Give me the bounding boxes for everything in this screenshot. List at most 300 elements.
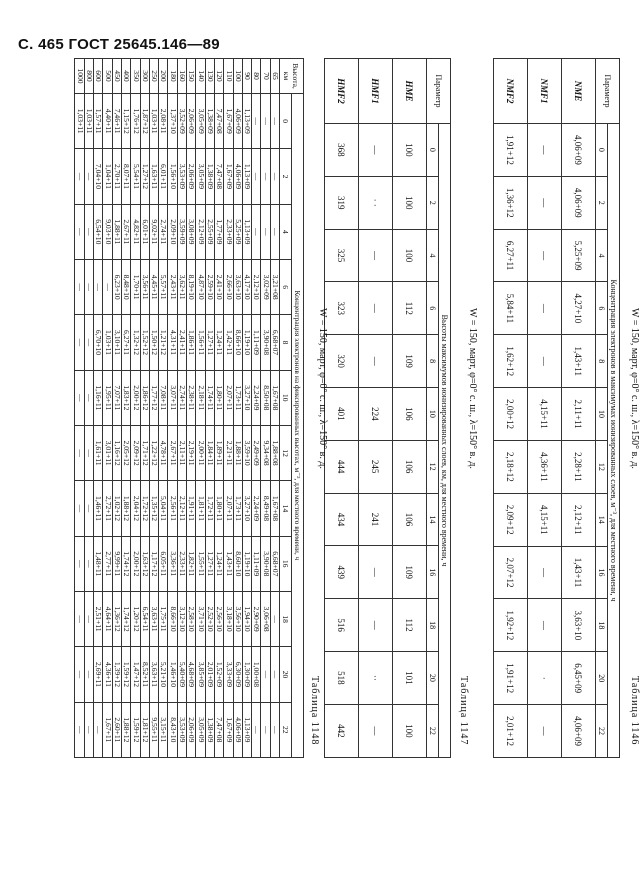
table-cell: 1,71+12 — [140, 425, 149, 480]
table-cell: 2,09+12 — [494, 493, 528, 546]
table-cell: 1,02+12 — [112, 481, 121, 536]
table-cell: 1,84+11 — [205, 425, 214, 480]
table-row — [270, 59, 279, 758]
height-cell: 500 — [103, 59, 112, 94]
table-cell: 3,06+08 — [261, 591, 270, 646]
table-cell: — — [359, 282, 393, 335]
table-cell: — — [252, 702, 261, 757]
table-cell: 5,25+09 — [562, 229, 596, 282]
height-cell: 160 — [177, 59, 186, 94]
table-cell: 1,55+11 — [196, 536, 205, 591]
height-cell: 800 — [84, 59, 93, 94]
table-cell: — — [84, 315, 93, 370]
group-header: Концентрация электронов на фиксированных высотах, м⁻³, для местного времени, ч — [292, 94, 304, 758]
table-cell: 1,24+11 — [214, 315, 223, 370]
table-cell: 1,59+12 — [131, 702, 140, 757]
table-cell: 1,30+09 — [242, 647, 251, 702]
table-cell: 4,82+11 — [131, 204, 140, 259]
table-cell: 1,16+11 — [94, 370, 103, 425]
table-cell: 3,05+09 — [196, 702, 205, 757]
table-cell: 1,43+11 — [562, 335, 596, 388]
table-cell: 2,33+11 — [177, 536, 186, 591]
table-cell: 8,07+11 — [121, 149, 130, 204]
table-condition-1148: W = 150, март, φ=0° с. ш., λ=150° в. д. — [317, 308, 328, 469]
table-cell: 245 — [359, 440, 393, 493]
table-cell: 3,02+09 — [261, 259, 270, 314]
table-cell: 2,56+10 — [214, 591, 223, 646]
table-cell: 3,01+11 — [103, 425, 112, 480]
table-cell: — — [252, 204, 261, 259]
table-cell: — — [359, 335, 393, 388]
table-row — [177, 59, 186, 758]
table-cell: — — [359, 124, 393, 177]
table-cell: 1,80+11 — [214, 481, 223, 536]
table-cell: 3,10+11 — [112, 315, 121, 370]
table-cell: — — [528, 282, 562, 335]
table-row — [325, 59, 359, 758]
table-cell: 100 — [393, 229, 427, 282]
table-cell: 9,99+11 — [112, 536, 121, 591]
table-cell: 5,84+11 — [494, 282, 528, 335]
table-cell: 1,43+11 — [224, 536, 233, 591]
table-cell: 1,88+11 — [112, 204, 121, 259]
height-cell: 1000 — [75, 59, 84, 94]
table-cell: 2,51+11 — [94, 591, 103, 646]
hour-header: 14 — [427, 493, 439, 546]
table-cell: 241 — [359, 493, 393, 546]
table-cell: 2,07+12 — [494, 546, 528, 599]
page-header: С. 465 ГОСТ 25645.146—89 — [18, 36, 220, 53]
hour-header: 20 — [427, 651, 439, 704]
table-cell: 1,88+11 — [233, 425, 242, 480]
table-cell: — — [252, 94, 261, 149]
table-cell: — — [528, 176, 562, 229]
height-cell: 300 — [140, 59, 149, 94]
table-cell: 3,90+08 — [261, 315, 270, 370]
table-cell: 106 — [393, 387, 427, 440]
hour-header: 2 — [596, 176, 608, 229]
table-cell: — — [84, 536, 93, 591]
table-cell: 6,70+10 — [94, 315, 103, 370]
table-cell: 6,30+09 — [233, 647, 242, 702]
table-row — [84, 59, 93, 758]
table-cell: 1,88+12 — [121, 481, 130, 536]
table-cell: 3,63+10 — [233, 259, 242, 314]
table-cell: 3,07+11 — [168, 370, 177, 425]
table-cell: 3,21+08 — [270, 259, 279, 314]
param-name: HMF1 — [359, 59, 393, 124]
table-cell: 1,76+12 — [131, 94, 140, 149]
table-cell: 1,13+09 — [242, 204, 251, 259]
table-cell: 2,04+12 — [131, 481, 140, 536]
height-cell: 65 — [270, 59, 279, 94]
rotated-tables — [24, 0, 640, 780]
table-cell: 1,22+12 — [149, 425, 158, 480]
table-cell: 4,06+09 — [233, 702, 242, 757]
table-cell: — — [75, 702, 84, 757]
table-cell: 3,85+09 — [196, 647, 205, 702]
table-row — [528, 59, 562, 758]
table-cell: 8,60+10 — [233, 536, 242, 591]
table-cell: — — [84, 149, 93, 204]
table-cell: 2,41+11 — [177, 315, 186, 370]
hour-header: 0 — [596, 124, 608, 177]
table-cell: 8,48+10 — [121, 259, 130, 314]
table-cell: 1,56+10 — [168, 149, 177, 204]
table-cell: 1,70+11 — [131, 259, 140, 314]
table-cell: 1,67+08 — [270, 481, 279, 536]
table-cell: 1,21+12 — [159, 315, 168, 370]
table-cell: — — [252, 149, 261, 204]
table-cell: 2,01+12 — [494, 705, 528, 758]
table-cell: 1,19+10 — [242, 315, 251, 370]
table-cell: 1,59+12 — [121, 647, 130, 702]
table-cell: 518 — [325, 651, 359, 704]
table-cell: — — [94, 702, 103, 757]
table-row — [242, 59, 251, 758]
table-cell: 1,95+11 — [103, 370, 112, 425]
table-cell: 6,23+10 — [112, 259, 121, 314]
table-cell: 1,03+11 — [103, 315, 112, 370]
table-cell: 1,35+12 — [149, 481, 158, 536]
table-cell: 2,70+11 — [112, 149, 121, 204]
table-cell: 2,07+11 — [224, 481, 233, 536]
table-cell: — — [84, 647, 93, 702]
table-cell: 6,68+07 — [270, 536, 279, 591]
table-cell: 3,56+11 — [140, 259, 149, 314]
table-cell: · — [528, 652, 562, 705]
table-cell: 1,03+11 — [75, 94, 84, 149]
table-row — [103, 59, 112, 758]
table-cell: 6,68+07 — [270, 315, 279, 370]
height-cell: 130 — [205, 59, 214, 94]
table-cell: 5,54+11 — [131, 149, 140, 204]
table-cell: 8,49+08 — [261, 481, 270, 536]
hour-header: 8 — [280, 315, 292, 370]
table-cell: 7,47+08 — [214, 94, 223, 149]
table-condition-1147: W = 150, март, φ=0° с. ш., λ=150° в. д. — [467, 308, 478, 469]
param-header: Параметр — [596, 59, 620, 124]
table-cell: 2,05+12 — [121, 425, 130, 480]
table-cell: 1,88+08 — [270, 425, 279, 480]
table-cell: 8,43+10 — [168, 702, 177, 757]
table-cell: 7,04+10 — [94, 149, 103, 204]
table-cell: 1,37+10 — [168, 94, 177, 149]
table-cell: 2,19+11 — [187, 425, 196, 480]
table-cell: 2,18+11 — [196, 370, 205, 425]
table-cell: 2,21+11 — [224, 425, 233, 480]
table-cell: 1,61+11 — [94, 425, 103, 480]
table-cell: 9,02+11 — [149, 204, 158, 259]
hour-header: 22 — [280, 702, 292, 757]
table-cell: 2,41+10 — [214, 259, 223, 314]
table-cell: — — [270, 94, 279, 149]
table-cell: 1,67+11 — [103, 702, 112, 757]
table-cell: 1,03+11 — [149, 94, 158, 149]
table-cell: 1,46+10 — [168, 647, 177, 702]
table-cell: 1,13+09 — [242, 702, 251, 757]
hour-header: 14 — [596, 493, 608, 546]
table-cell: 1,48+11 — [94, 536, 103, 591]
table-cell: 4,27+10 — [562, 282, 596, 335]
height-cell: 150 — [187, 59, 196, 94]
table-cell: — — [75, 259, 84, 314]
table-cell: 1,20+12 — [131, 591, 140, 646]
table-cell: — — [75, 647, 84, 702]
table-cell: 4,45+11 — [149, 259, 158, 314]
table-cell: 112 — [393, 282, 427, 335]
table-cell: 100 — [393, 704, 427, 757]
table-cell: 9,03+10 — [103, 204, 112, 259]
table-cell: 1,91+11 — [187, 481, 196, 536]
table-row — [187, 59, 196, 758]
height-cell: 400 — [121, 59, 130, 94]
table-cell: 2,12+11 — [177, 481, 186, 536]
hour-header: 10 — [427, 387, 439, 440]
table-cell: 7,47+08 — [214, 149, 223, 204]
table-cell: 2,11+11 — [177, 425, 186, 480]
table-cell: 2,24+09 — [252, 370, 261, 425]
table-cell: 2,33+09 — [224, 204, 233, 259]
table-cell: 2,11+11 — [562, 388, 596, 441]
table-cell: 4,06+09 — [233, 94, 242, 149]
table-cell: 4,64+11 — [103, 591, 112, 646]
table-row — [75, 59, 84, 758]
table-cell: — — [359, 599, 393, 652]
table-cell: 6,01+11 — [140, 204, 149, 259]
table-cell: — — [75, 149, 84, 204]
table-cell: 1,24+11 — [214, 536, 223, 591]
table-cell: 1,32+12 — [131, 315, 140, 370]
table-cell: 2,74+11 — [177, 370, 186, 425]
table-condition-1146: W = 150, март, φ=0° с. ш., λ=150° в. д. — [629, 308, 640, 469]
table-cell: 4,36+11 — [528, 440, 562, 493]
table-cell: 3,90+08 — [261, 536, 270, 591]
table-cell: 368 — [325, 124, 359, 177]
table-cell: 3,63+11 — [149, 647, 158, 702]
table-cell: 2,77+11 — [103, 536, 112, 591]
table-row — [261, 59, 270, 758]
table-cell: 442 — [325, 704, 359, 757]
table-cell: 1,50+12 — [149, 315, 158, 370]
table-cell: 1,42+11 — [224, 315, 233, 370]
table-cell: 1,13+09 — [242, 94, 251, 149]
table-cell: 2,00+12 — [131, 370, 140, 425]
table-cell: 2,00+11 — [196, 425, 205, 480]
height-cell: 120 — [214, 59, 223, 94]
hour-header: 2 — [280, 149, 292, 204]
table-cell: 4,06+09 — [233, 149, 242, 204]
height-cell: 200 — [159, 59, 168, 94]
table-cell: 3,33+09 — [224, 647, 233, 702]
table-cell: 106 — [393, 493, 427, 546]
table-cell: 320 — [325, 335, 359, 388]
table-cell: — — [528, 705, 562, 758]
table-cell: 101 — [393, 651, 427, 704]
hour-header: 4 — [596, 229, 608, 282]
table-row — [494, 59, 528, 758]
table-cell: 1,82+11 — [187, 536, 196, 591]
table-cell: — — [261, 702, 270, 757]
group-header: Концентрация электронов в максимумах ионизированных слоев, м⁻³, для местного времени, ч — [608, 124, 620, 758]
hour-header: 12 — [596, 440, 608, 493]
table-cell: 4,87+10 — [196, 259, 205, 314]
param-name: HME — [393, 59, 427, 124]
table-cell: 2,58+10 — [187, 591, 196, 646]
hour-header: 10 — [280, 370, 292, 425]
table-cell: 1,36+12 — [112, 591, 121, 646]
table-cell: 1,92+12 — [494, 599, 528, 652]
hour-header: 16 — [280, 536, 292, 591]
table-cell: 7,07+11 — [112, 370, 121, 425]
hour-header: 12 — [280, 425, 292, 480]
table-cell: 3,52+09 — [177, 94, 186, 149]
table-cell: 401 — [325, 387, 359, 440]
table-cell: 1,43+11 — [562, 546, 596, 599]
table-cell: 1,83+12 — [121, 370, 130, 425]
table-cell: — — [528, 599, 562, 652]
table-cell: 3,62+11 — [177, 259, 186, 314]
table-row — [205, 59, 214, 758]
table-cell: 2,60+11 — [112, 702, 121, 757]
height-cell: 110 — [224, 59, 233, 94]
table-cell: 1,16+12 — [112, 425, 121, 480]
table-cell: 516 — [325, 599, 359, 652]
table-row — [252, 59, 261, 758]
table-cell: 109 — [393, 335, 427, 388]
table-cell: 1,74+12 — [121, 591, 130, 646]
table-cell: 2,28+11 — [562, 440, 596, 493]
table-cell: 2,74+11 — [159, 204, 168, 259]
table-cell: — — [270, 702, 279, 757]
hour-header: 20 — [596, 652, 608, 705]
table-cell: 2,43+11 — [168, 259, 177, 314]
table-cell: 439 — [325, 546, 359, 599]
table-cell: 3,08+09 — [187, 204, 196, 259]
table-cell: 4,15+11 — [528, 388, 562, 441]
table-cell: 8,52+11 — [140, 647, 149, 702]
table-cell: 7,47+08 — [214, 702, 223, 757]
table-row — [159, 59, 168, 758]
hour-header: 4 — [427, 229, 439, 282]
height-cell: 600 — [94, 59, 103, 94]
table-cell: — — [270, 204, 279, 259]
table-cell: 3,63+10 — [562, 599, 596, 652]
table-1148 — [74, 58, 304, 758]
hour-header: 8 — [596, 335, 608, 388]
table-cell: 1,91+12 — [494, 652, 528, 705]
table-cell: 1,75+11 — [159, 591, 168, 646]
table-cell: 100 — [393, 176, 427, 229]
table-row — [196, 59, 205, 758]
table-cell: 4,17+10 — [242, 259, 251, 314]
table-cell: — — [75, 481, 84, 536]
table-row — [393, 59, 427, 758]
table-cell: 444 — [325, 440, 359, 493]
table-cell: 1,27+12 — [140, 149, 149, 204]
height-cell: 140 — [196, 59, 205, 94]
table-cell: 2,01+09 — [205, 647, 214, 702]
hour-header: 0 — [427, 124, 439, 177]
table-cell: 1,67+09 — [224, 149, 233, 204]
table-cell: — — [359, 546, 393, 599]
table-cell: 100 — [393, 124, 427, 177]
table-cell: 1,39+12 — [112, 647, 121, 702]
table-cell: 1,11+09 — [252, 536, 261, 591]
table-cell: 2,12+10 — [252, 259, 261, 314]
hour-header: 6 — [596, 282, 608, 335]
hour-header: 10 — [596, 388, 608, 441]
table-cell: 1,91+12 — [494, 124, 528, 177]
table-cell: 7,08+11 — [159, 370, 168, 425]
table-cell: 2,55+09 — [205, 204, 214, 259]
table-cell: 1,19+10 — [242, 536, 251, 591]
table-cell: 1,38+09 — [205, 94, 214, 149]
table-cell: 1,77+09 — [214, 204, 223, 259]
table-cell: — — [528, 229, 562, 282]
table-cell: 9,55+11 — [149, 702, 158, 757]
hour-header: 16 — [596, 546, 608, 599]
table-cell: 3,56+10 — [233, 591, 242, 646]
table-cell: 4,06+09 — [562, 176, 596, 229]
table-cell: 1,80+11 — [214, 370, 223, 425]
param-header: Высота, км — [280, 59, 304, 94]
table-cell: — — [84, 702, 93, 757]
table-cell: 1,74+11 — [205, 370, 214, 425]
table-cell: 2,56+11 — [168, 481, 177, 536]
table-cell: 319 — [325, 176, 359, 229]
table-1146 — [493, 58, 620, 758]
table-cell: 1,04+11 — [103, 149, 112, 204]
table-cell: 1,88+12 — [121, 702, 130, 757]
table-cell: 2,69+11 — [94, 647, 103, 702]
table-cell: 7,46+11 — [112, 94, 121, 149]
table-cell: 8,19+10 — [187, 259, 196, 314]
table-cell: 1,63+11 — [149, 149, 158, 204]
table-cell: 1,86+11 — [187, 315, 196, 370]
group-header: Высоты максимумов ионизированных слоев, км, для местного времени, ч — [439, 124, 451, 758]
hour-header: 22 — [596, 705, 608, 758]
param-name: NMF2 — [494, 59, 528, 124]
table-row — [121, 59, 130, 758]
table-cell: — — [75, 204, 84, 259]
table-cell: — — [75, 591, 84, 646]
table-cell: 1,73+11 — [233, 370, 242, 425]
table-cell: — — [261, 94, 270, 149]
table-cell: 2,38+11 — [187, 370, 196, 425]
table-cell: — — [84, 204, 93, 259]
hour-header: 0 — [280, 94, 292, 149]
table-cell: — — [75, 315, 84, 370]
table-cell: 1,52+09 — [214, 647, 223, 702]
table-cell: — — [270, 149, 279, 204]
table-cell: 3,05+09 — [196, 94, 205, 149]
hour-header: 6 — [427, 282, 439, 335]
table-row — [359, 59, 393, 758]
table-cell: 1,67+08 — [270, 370, 279, 425]
table-cell: — — [75, 425, 84, 480]
table-cell: 9,34+08 — [261, 425, 270, 480]
table-cell: 3,18+10 — [224, 591, 233, 646]
param-name: NMF1 — [528, 59, 562, 124]
table-cell: 6,05+11 — [159, 536, 168, 591]
height-cell: 180 — [168, 59, 177, 94]
table-1147 — [324, 58, 451, 758]
table-cell: ·· — [359, 651, 393, 704]
table-cell: 3,15+11 — [159, 702, 168, 757]
table-cell: 1,46+11 — [94, 481, 103, 536]
table-cell: 2,67+11 — [168, 425, 177, 480]
